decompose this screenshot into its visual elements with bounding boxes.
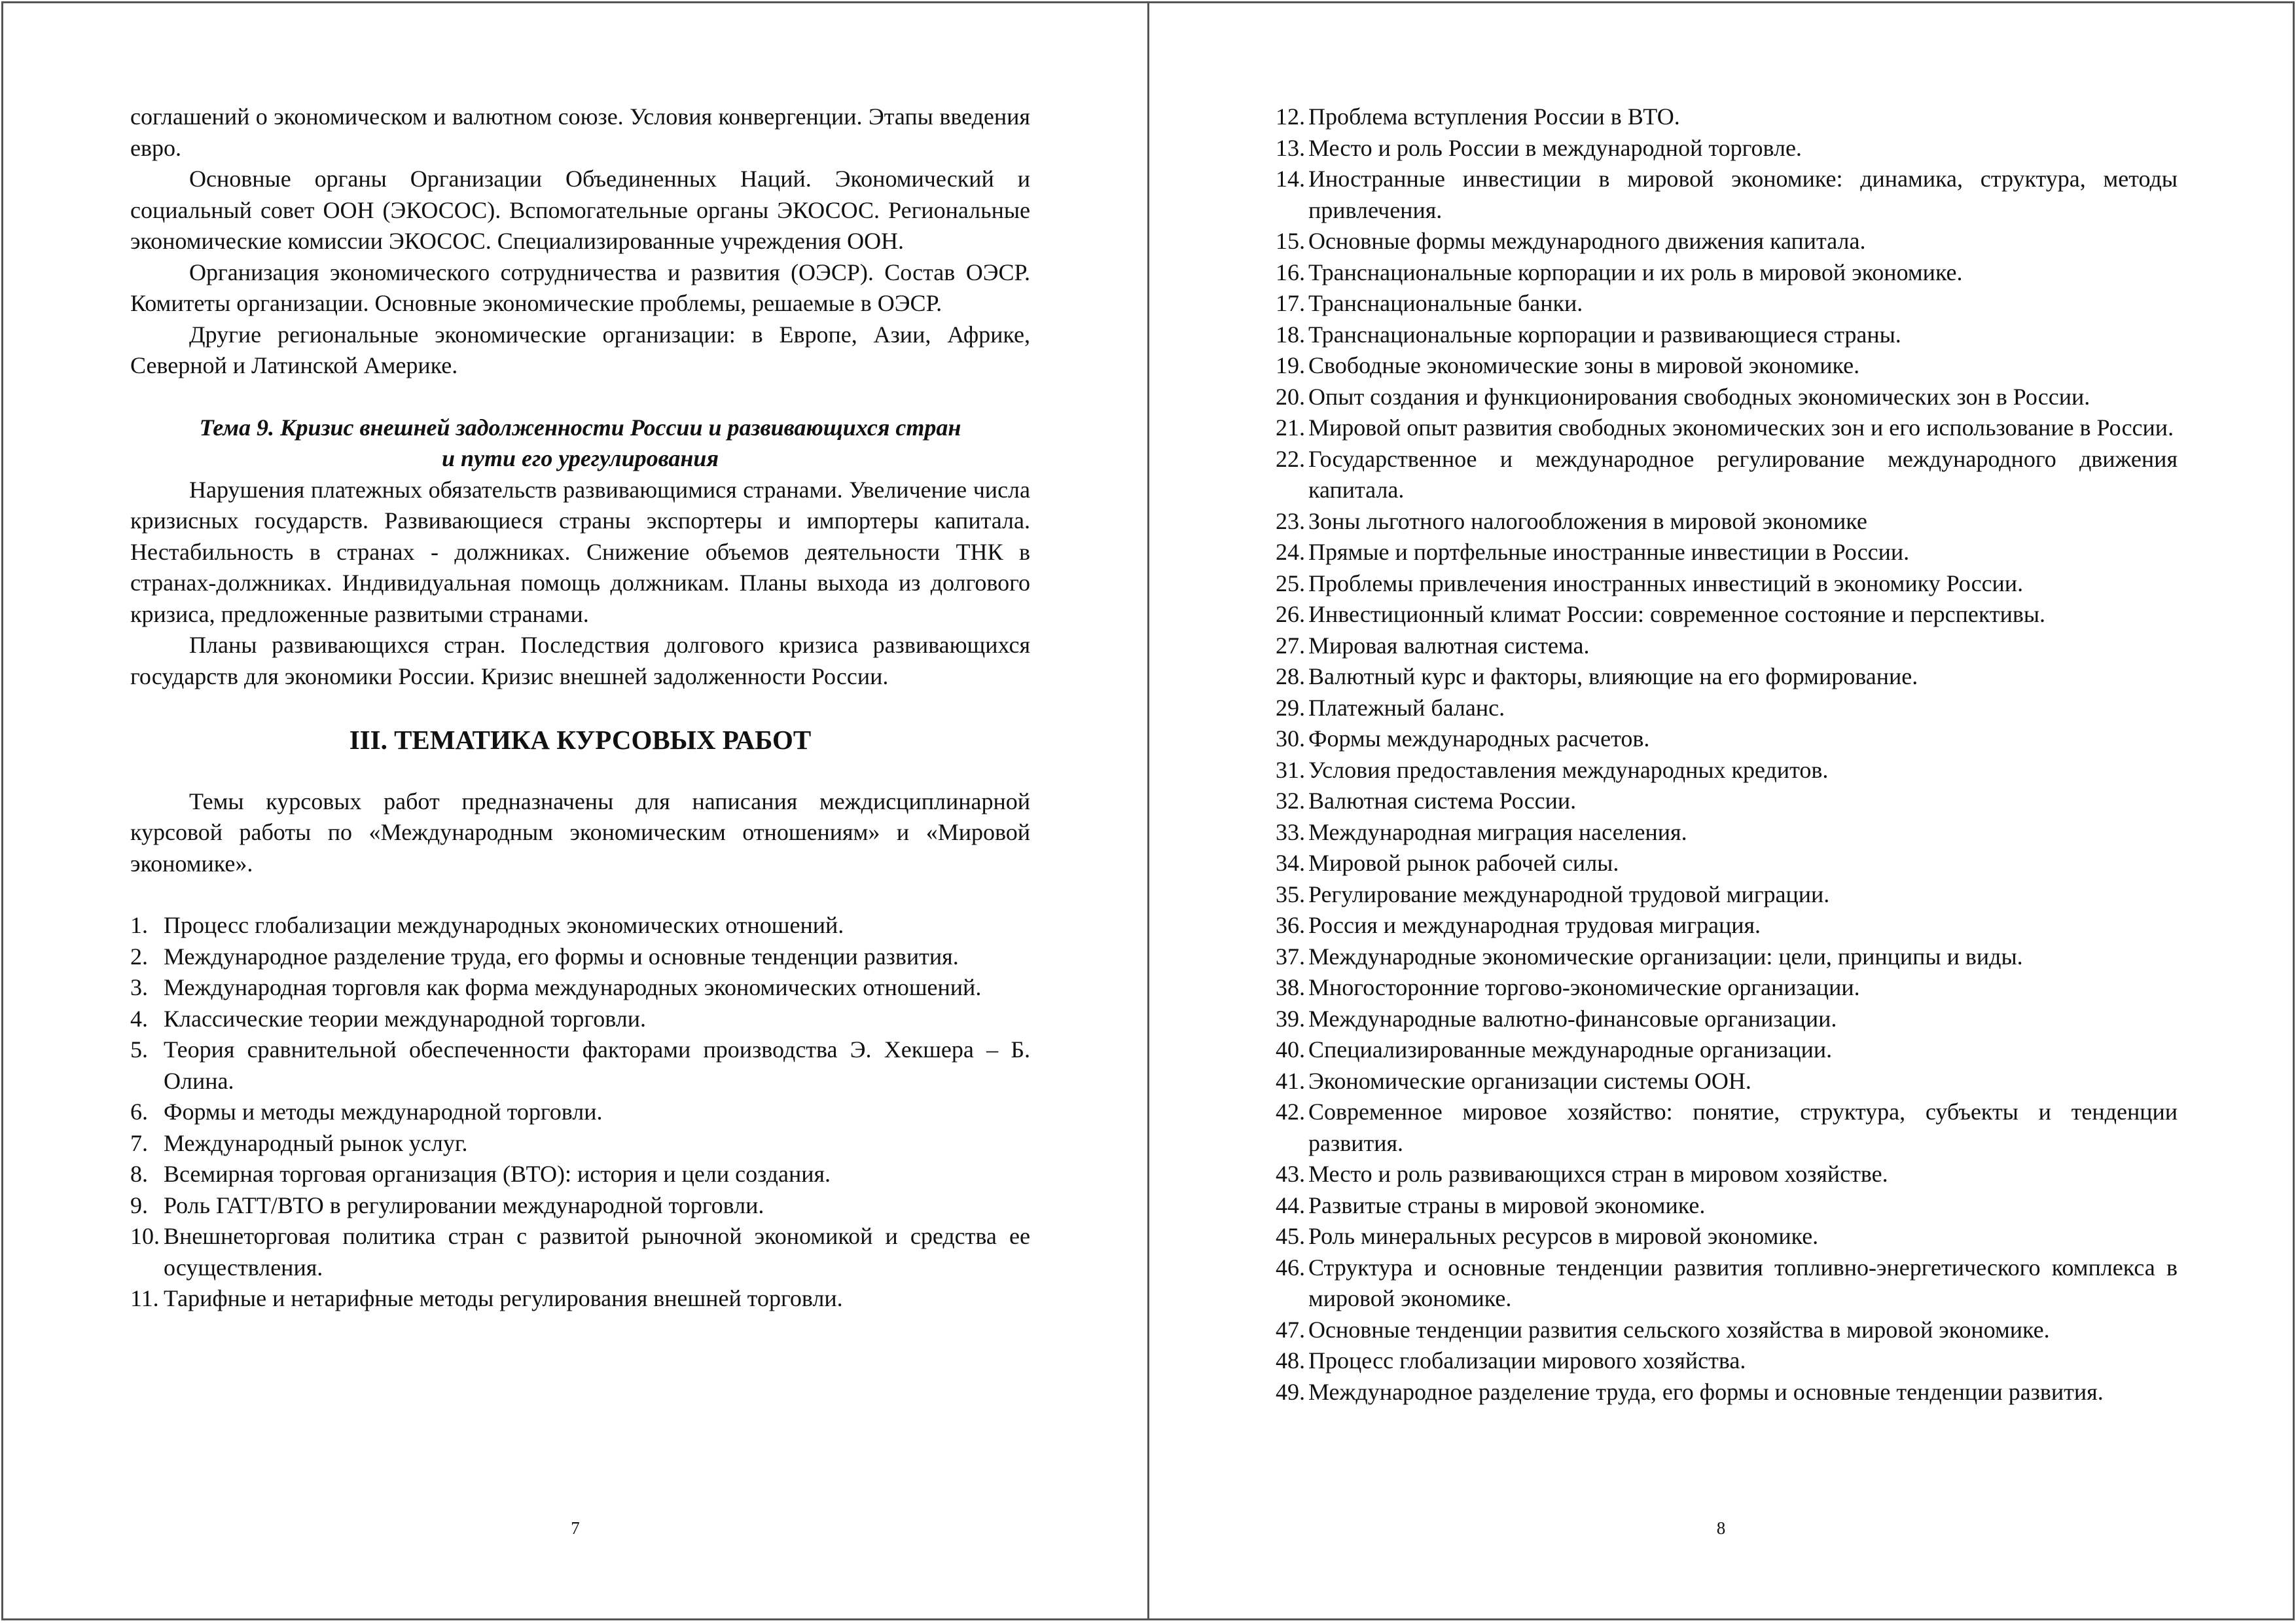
list-item [1276,848,2178,879]
right-page-content [1276,101,2178,1408]
item-text: Специализированные международные организации. [1308,1036,1833,1063]
item-text: Международная миграция населения. [1308,818,1687,845]
list-item [130,1221,1030,1283]
list-item [1276,879,2178,911]
item-text: Регулирование международной трудовой миграции. [1308,881,1830,907]
item-number: 34. [1276,850,1305,876]
list-item [130,941,1030,973]
item-text: Транснациональные банки. [1308,290,1583,316]
item-text: Место и роль развивающихся стран в мировом хозяйстве. [1308,1161,1888,1187]
item-number: 7. [130,1129,148,1156]
list-item [1276,786,2178,817]
item-text: Многосторонние торгово-экономические организации. [1308,974,1860,1000]
list-item [1276,1159,2178,1190]
item-text: Проблемы привлечения иностранных инвестиций в экономику России. [1308,570,2024,596]
list-item [1276,630,2178,662]
item-text: Всемирная торговая организация (ВТО): история и цели создания. [164,1161,831,1187]
item-text: Развитые страны в мировой экономике. [1308,1192,1706,1218]
item-number: 47. [1276,1316,1305,1343]
list-item [1276,755,2178,786]
item-number: 19. [1276,352,1305,378]
list-item [1276,693,2178,724]
item-text: Место и роль России в международной торговле. [1308,134,1802,161]
item-number: 26. [1276,601,1305,627]
list-item [1276,1377,2178,1408]
item-number: 49. [1276,1378,1305,1405]
item-text: Роль ГАТТ/ВТО в регулировании международной торговли. [164,1192,764,1218]
item-number: 16. [1276,259,1305,285]
list-item [1276,288,2178,319]
item-text: Процесс глобализации мирового хозяйства. [1308,1347,1746,1374]
item-text: Международные экономические организации: цели, принципы и виды. [1308,943,2023,970]
list-item [1276,817,2178,848]
item-number: 5. [130,1036,148,1063]
item-number: 31. [1276,756,1305,783]
list-item [1276,1252,2178,1315]
item-text: Классические теории международной торговли. [164,1005,646,1032]
item-text: Платежный баланс. [1308,694,1505,721]
item-number: 17. [1276,290,1305,316]
item-text: Формы и методы международной торговли. [164,1099,603,1125]
item-text: Проблема вступления России в ВТО. [1308,103,1680,130]
topics-list [130,910,1030,1315]
list-item [1276,1097,2178,1159]
list-item [1276,101,2178,133]
item-number: 46. [1276,1254,1305,1281]
item-number: 39. [1276,1005,1305,1032]
item-number: 24. [1276,539,1305,565]
list-item [1276,661,2178,693]
item-text: Мировая валютная система. [1308,632,1590,659]
item-text: Валютный курс и факторы, влияющие на его формирование. [1308,663,1918,689]
item-text: Свободные экономические зоны в мировой экономике. [1308,352,1860,378]
item-number: 32. [1276,788,1305,814]
item-text: Иностранные инвестиции в мировой экономике: динамика, структура, методы привлечения. [1308,166,2178,223]
item-text: Опыт создания и функционирования свободных экономических зон в России. [1308,383,2090,410]
item-text: Современное мировое хозяйство: понятие, структура, субъекты и тенденции развития. [1308,1099,2178,1156]
right-page [1147,1,2295,1620]
text-paragraph: Организация экономического сотрудничества и развития (ОЭСР). Состав ОЭСР. Комитеты организации. Основные экономические проблемы, решаемые в ОЭСР. [130,259,1030,316]
item-number: 27. [1276,632,1305,659]
item-number: 25. [1276,570,1305,596]
item-number: 38. [1276,974,1305,1000]
item-text: Международная торговля как форма международных экономических отношений. [164,974,982,1000]
item-text: Экономические организации системы ООН. [1308,1067,1751,1094]
list-item [1276,1315,2178,1346]
item-text: Прямые и портфельные иностранные инвестиции в России. [1308,539,1910,565]
list-item [130,1128,1030,1159]
list-item [1276,941,2178,973]
list-item [1276,506,2178,538]
item-number: 23. [1276,507,1305,534]
theme-9-heading-line: Тема 9. Кризис внешней задолженности России и развивающихся стран [199,414,961,441]
item-text: Инвестиционный климат России: современное состояние и перспективы. [1308,601,2046,627]
theme-9-heading-line: и пути его урегулирования [442,445,719,471]
item-text: Международное разделение труда, его формы и основные тенденции развития. [164,943,959,970]
item-number: 9. [130,1192,148,1218]
item-number: 48. [1276,1347,1305,1374]
item-number: 45. [1276,1223,1305,1249]
text-paragraph: Другие региональные экономические организации: в Европе, Азии, Африке, Северной и Латинской Америке. [130,321,1030,378]
list-item [1276,164,2178,226]
item-text: Тарифные и нетарифные методы регулирования внешней торговли. [164,1285,843,1311]
item-text: Международные валютно-финансовые организации. [1308,1005,1837,1032]
list-item [1276,1190,2178,1222]
item-number: 6. [130,1099,148,1125]
item-number: 30. [1276,725,1305,752]
text-paragraph: соглашений о экономическом и валютном союзе. Условия конвергенции. Этапы введения евро. [130,103,1030,161]
list-item [1276,723,2178,755]
list-item [1276,412,2178,444]
section-heading: III. ТЕМАТИКА КУРСОВЫХ РАБОТ [349,725,812,755]
item-number: 28. [1276,663,1305,689]
item-text: Мировой опыт развития свободных экономических зон и его использование в России. [1308,414,2174,441]
item-text: Внешнеторговая политика стран с развитой рыночной экономикой и средства ее осуществления. [164,1223,1030,1281]
item-text: Транснациональные корпорации и развивающиеся страны. [1308,321,1901,348]
left-page [1,1,1149,1620]
list-item [1276,568,2178,600]
intro-paragraph: Темы курсовых работ предназначены для написания междисциплинарной курсовой работы по «Международным экономическим отношениям» и «Мировой экономике». [130,788,1030,877]
item-number: 15. [1276,228,1305,254]
item-number: 2. [130,943,148,970]
list-item [130,910,1030,941]
item-text: Мировой рынок рабочей силы. [1308,850,1619,876]
list-item [1276,1034,2178,1066]
item-number: 36. [1276,912,1305,938]
item-text: Основные формы международного движения капитала. [1308,228,1866,254]
list-item [130,972,1030,1004]
list-item [1276,1221,2178,1252]
list-item [130,1004,1030,1035]
item-number: 13. [1276,134,1305,161]
list-item [1276,599,2178,630]
item-number: 1. [130,912,148,938]
list-item [1276,444,2178,506]
text-paragraph: Планы развивающихся стран. Последствия долгового кризиса развивающихся государств для экономики России. Кризис внешней задолженности России. [130,632,1030,689]
list-item [130,1034,1030,1097]
item-number: 37. [1276,943,1305,970]
list-item [1276,133,2178,164]
item-number: 18. [1276,321,1305,348]
text-paragraph: Нарушения платежных обязательств развивающимися странами. Увеличение числа кризисных государств. Развивающиеся страны экспортеры и импортеры капитала. Нестабильность в странах - должниках. Снижение объемов деятельности ТНК в странах-должниках. Индивидуальная помощь должникам. Планы выхода из долгового кризиса, предложенные развитыми странами. [130,476,1030,627]
item-text: Государственное и международное регулирование международного движения капитала. [1308,445,2178,503]
list-item [1276,350,2178,382]
item-text: Международный рынок услуг. [164,1129,468,1156]
item-number: 8. [130,1161,148,1187]
item-number: 35. [1276,881,1305,907]
theme-9-heading [130,412,1030,475]
item-text: Транснациональные корпорации и их роль в мировой экономике. [1308,259,1963,285]
item-number: 20. [1276,383,1305,410]
list-item [1276,1004,2178,1035]
list-item [130,1097,1030,1128]
list-item [1276,537,2178,568]
list-item [1276,972,2178,1004]
list-item [130,1283,1030,1315]
item-text: Международное разделение труда, его формы и основные тенденции развития. [1308,1378,2104,1405]
item-number: 43. [1276,1161,1305,1187]
item-number: 14. [1276,166,1305,192]
left-page-content [130,101,1030,1315]
item-text: Валютная система России. [1308,788,1577,814]
topics-list [1276,101,2178,1408]
item-number: 12. [1276,103,1305,130]
item-number: 4. [130,1005,148,1032]
item-number: 3. [130,974,148,1000]
item-text: Зоны льготного налогообложения в мировой экономике [1308,507,1867,534]
item-number: 40. [1276,1036,1305,1063]
list-item [1276,319,2178,351]
page-number: 8 [1716,1518,1726,1538]
item-number: 41. [1276,1067,1305,1094]
list-item [1276,1066,2178,1097]
text-paragraph: Основные органы Организации Объединенных Наций. Экономический и социальный совет ООН (ЭКОСОС). Вспомогательные органы ЭКОСОС. Региональные экономические комиссии ЭКОСОС. Специализированные учреждения ООН. [130,166,1030,254]
list-item [130,1190,1030,1222]
item-number: 10. [130,1223,160,1249]
item-text: Условия предоставления международных кредитов. [1308,756,1829,783]
item-text: Теория сравнительной обеспеченности факторами производства Э. Хекшера – Б. Олина. [164,1036,1030,1094]
page-number: 7 [571,1518,580,1538]
item-number: 22. [1276,445,1305,472]
list-item [1276,226,2178,257]
item-number: 11. [130,1285,159,1311]
item-number: 33. [1276,818,1305,845]
item-number: 44. [1276,1192,1305,1218]
item-text: Россия и международная трудовая миграция. [1308,912,1761,938]
item-text: Формы международных расчетов. [1308,725,1650,752]
list-item [1276,1345,2178,1377]
item-number: 42. [1276,1099,1305,1125]
item-number: 21. [1276,414,1305,441]
item-text: Роль минеральных ресурсов в мировой экономике. [1308,1223,1819,1249]
item-text: Структура и основные тенденции развития топливно-энергетического комплекса в мировой экономике. [1308,1254,2178,1311]
item-text: Процесс глобализации международных экономических отношений. [164,912,844,938]
item-number: 29. [1276,694,1305,721]
list-item [130,1159,1030,1190]
list-item [1276,257,2178,289]
item-text: Основные тенденции развития сельского хозяйства в мировой экономике. [1308,1316,2050,1343]
list-item [1276,910,2178,941]
list-item [1276,382,2178,413]
